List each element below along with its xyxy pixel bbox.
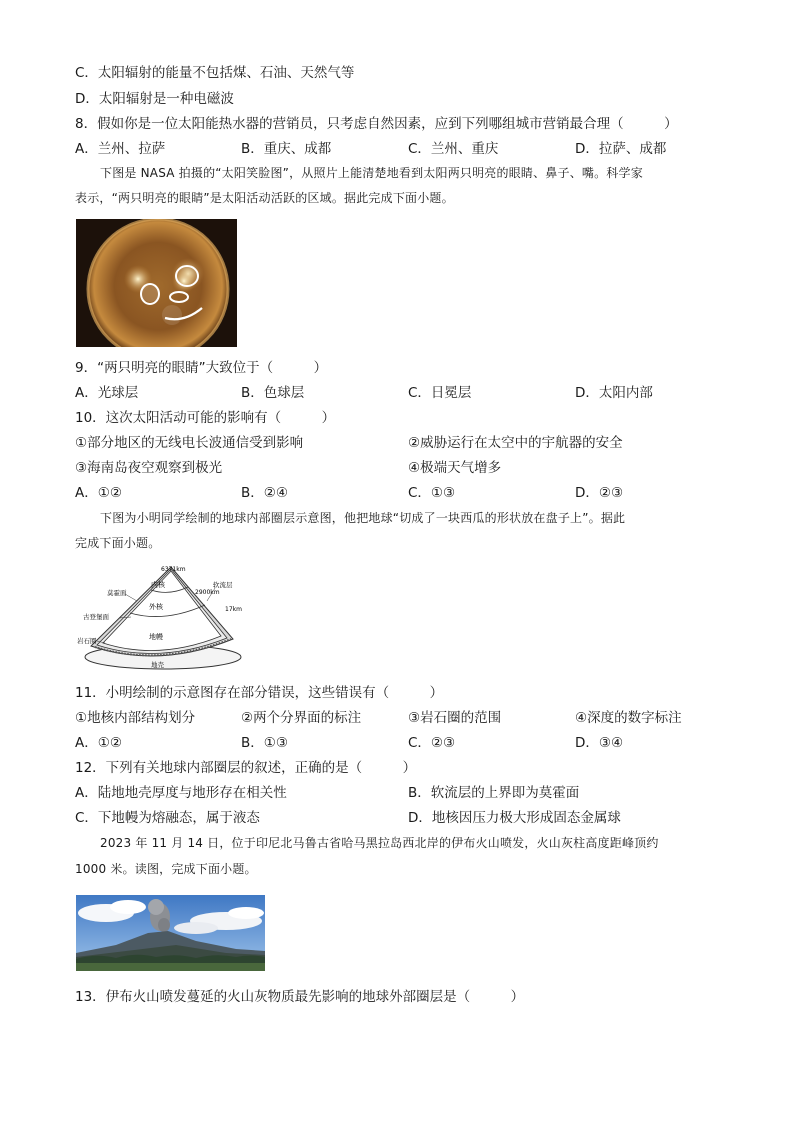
sun-passage-line2: 表示，“两只明亮的眼睛”是太阳活动活跃的区域。据此完成下面小题。 [75,191,454,205]
label-crust: 地壳 [151,661,164,669]
q12-option-a: A．陆地地壳厚度与地形存在相关性 [75,785,287,801]
q7-option-d: D．太阳辐射是一种电磁波 [75,91,234,107]
q8-option-a: A．兰州、拉萨 [75,141,166,157]
q10-option-b: B．②④ [241,485,288,501]
label-moho: 莫霍面 [107,589,127,597]
q10-item-1: ①部分地区的无线电长波通信受到影响 [75,435,304,451]
label-outer-core: 外核 [149,603,163,611]
label-17km: 17km [225,606,242,613]
q9-option-a: A．光球层 [75,385,139,401]
q9-stem: 9．“两只明亮的眼睛”大致位于（ ） [75,360,328,376]
q9-option-c: C．日冕层 [408,385,472,401]
q10-item-4: ④极端天气增多 [408,460,502,476]
q11-option-b: B．①③ [241,735,288,751]
q13-stem: 13．伊布火山喷发蔓延的火山灰物质最先影响的地球外部圈层是（ ） [75,989,525,1005]
label-lithosphere: 岩石圈 [77,637,97,645]
q10-option-a: A．①② [75,485,122,501]
q7-option-c: C．太阳辐射的能量不包括煤、石油、天然气等 [75,65,355,81]
q11-item-4: ④深度的数字标注 [575,710,682,726]
q11-option-a: A．①② [75,735,122,751]
q8-stem: 8．假如你是一位太阳能热水器的营销员，只考虑自然因素，应到下列哪组城市营销最合理（ ） [75,116,678,132]
volcano-photo [76,895,265,971]
q9-option-d: D．太阳内部 [575,385,653,401]
volcano-passage-line1: 2023 年 11 月 14 日，位于印尼北马鲁古省哈马黑拉岛西北岸的伊布火山喷发，火山灰柱高度距峰顶约 [100,836,659,850]
sun-photo [76,219,237,347]
label-gutenberg: 古登堡面 [83,613,109,621]
q8-option-d: D．拉萨、成都 [575,141,667,157]
q11-item-1: ①地核内部结构划分 [75,710,196,726]
q11-item-2: ②两个分界面的标注 [241,710,362,726]
q10-option-c: C．①③ [408,485,456,501]
q12-option-b: B．软流层的上界即为莫霍面 [408,785,580,801]
q10-item-3: ③海南岛夜空观察到极光 [75,460,223,476]
volcano-passage-line2: 1000 米。读图，完成下面小题。 [75,862,257,876]
q11-option-c: C．②③ [408,735,456,751]
q10-item-2: ②威胁运行在太空中的宇航器的安全 [408,435,623,451]
q8-option-b: B．重庆、成都 [241,141,332,157]
label-2900km: 2900km [195,589,220,596]
earth-passage-line1: 下图为小明同学绘制的地球内部圈层示意图，他把地球“切成了一块西瓜的形状放在盘子上”。据此 [100,511,626,525]
label-6371km: 6371km [161,566,186,573]
q12-option-c: C．下地幔为熔融态，属于液态 [75,810,260,826]
q11-stem: 11．小明绘制的示意图存在部分错误，这些错误有（ ） [75,685,444,701]
q9-option-b: B．色球层 [241,385,305,401]
q10-stem: 10．这次太阳活动可能的影响有（ ） [75,410,336,426]
q8-option-c: C．兰州、重庆 [408,141,499,157]
label-mantle: 地幔 [149,633,163,641]
q11-item-3: ③岩石圈的范围 [408,710,502,726]
earth-interior-diagram [75,561,245,673]
q12-stem: 12．下列有关地球内部圈层的叙述，正确的是（ ） [75,760,417,776]
earth-passage-line2: 完成下面小题。 [75,536,161,550]
q10-option-d: D．②③ [575,485,624,501]
q12-option-d: D．地核因压力极大形成固态金属球 [408,810,621,826]
sun-passage-line1: 下图是 NASA 拍摄的“太阳笑脸图”，从照片上能清楚地看到太阳两只明亮的眼睛、鼻子、嘴。科学家 [100,166,643,180]
q11-option-d: D．③④ [575,735,624,751]
label-inner-core: 内核 [151,581,165,589]
label-asthenosphere: 软流层 [213,581,233,589]
